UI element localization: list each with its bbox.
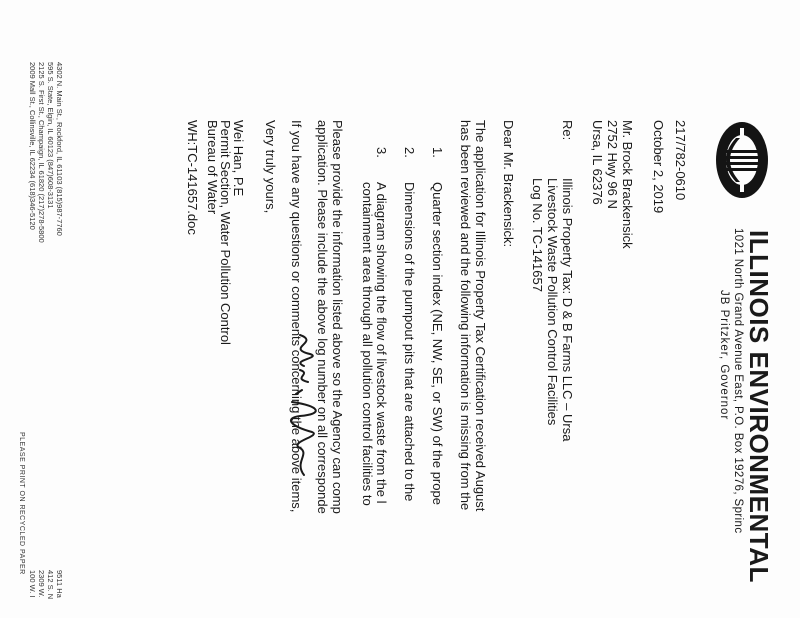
illinois-epa-logo: [714, 120, 770, 200]
re-line: Livestock Waste Pollution Control Facilities: [545, 178, 560, 426]
intro-line: The application for Illinois Property Tax Certification received August: [473, 120, 488, 512]
handwritten-signature: [275, 330, 330, 480]
item-number: 1.: [430, 147, 445, 158]
signer-line: Wei Han, P.E: [231, 120, 246, 197]
agency-address: 1021 North Grand Avenue East, P.O. Box 19276, Sprinc: [732, 228, 744, 534]
recipient-line: 2752 Hwy 96 N: [605, 120, 620, 209]
office-address: 2125 S. First St., Champaign, IL 61820 (217)278-5800: [37, 62, 46, 243]
signer-line: Bureau of Water: [205, 120, 220, 215]
questions-line: If you have any questions or comments concerning the above items,: [289, 120, 304, 513]
intro-line: has been reviewed and the following information is missing from the: [458, 120, 473, 511]
document-reference: WH:TC-141657.doc: [185, 120, 200, 235]
letter-date: October 2, 2019: [651, 120, 666, 214]
item-number: 2.: [402, 147, 417, 158]
request-line: Please provide the information listed above so the Agency can comp: [330, 120, 345, 514]
salutation: Dear Mr. Brackensick:: [501, 120, 516, 248]
item-text: Quarter section index (NE, NW, SE, or SW) of the prope: [430, 182, 445, 505]
office-address: 412 S. N: [46, 570, 55, 600]
re-label: Re:: [560, 120, 575, 141]
closing: Very truly yours,: [263, 120, 278, 214]
office-address: 2309 W.: [37, 570, 46, 598]
office-address: 2009 Mall St., Collinsville, IL 62234 (618)346-5120: [28, 62, 37, 230]
item-text: containment area through all pollution control facilities to: [360, 182, 375, 506]
re-line: Illinois Property Tax: D & B Farms LLC – Ursa: [560, 178, 575, 442]
item-text: A diagram showing the flow of livestock waste from the l: [374, 182, 389, 504]
office-address: 9511 Ha: [55, 570, 64, 598]
signer-line: Permit Section, Water Pollution Control: [218, 120, 233, 345]
re-line: Log No. TC-141657: [530, 178, 545, 292]
item-number: 3.: [374, 147, 389, 158]
office-address: 4302 N. Main St., Rockford, IL 61103 (815)987-7760: [55, 62, 64, 236]
agency-name: ILLINOIS ENVIRONMENTAL: [744, 230, 774, 583]
office-address: 100 W. I: [28, 570, 37, 598]
recycled-paper-note: PLEASE PRINT ON RECYCLED PAPER: [18, 432, 25, 575]
item-text: Dimensions of the pumpout pits that are attached to the: [402, 182, 417, 502]
recipient-line: Mr. Brock Brackensick: [620, 120, 635, 249]
phone-number: 217/782-0610: [673, 120, 688, 201]
recipient-line: Ursa, IL 62376: [590, 120, 605, 205]
governor-line: JB Pritzker, Governor: [718, 290, 730, 421]
request-line: application. Please include the above log number on all corresponde: [315, 120, 330, 514]
office-address: 595 S. State, Elgin, IL 60123 (847)608-3131: [46, 62, 55, 209]
